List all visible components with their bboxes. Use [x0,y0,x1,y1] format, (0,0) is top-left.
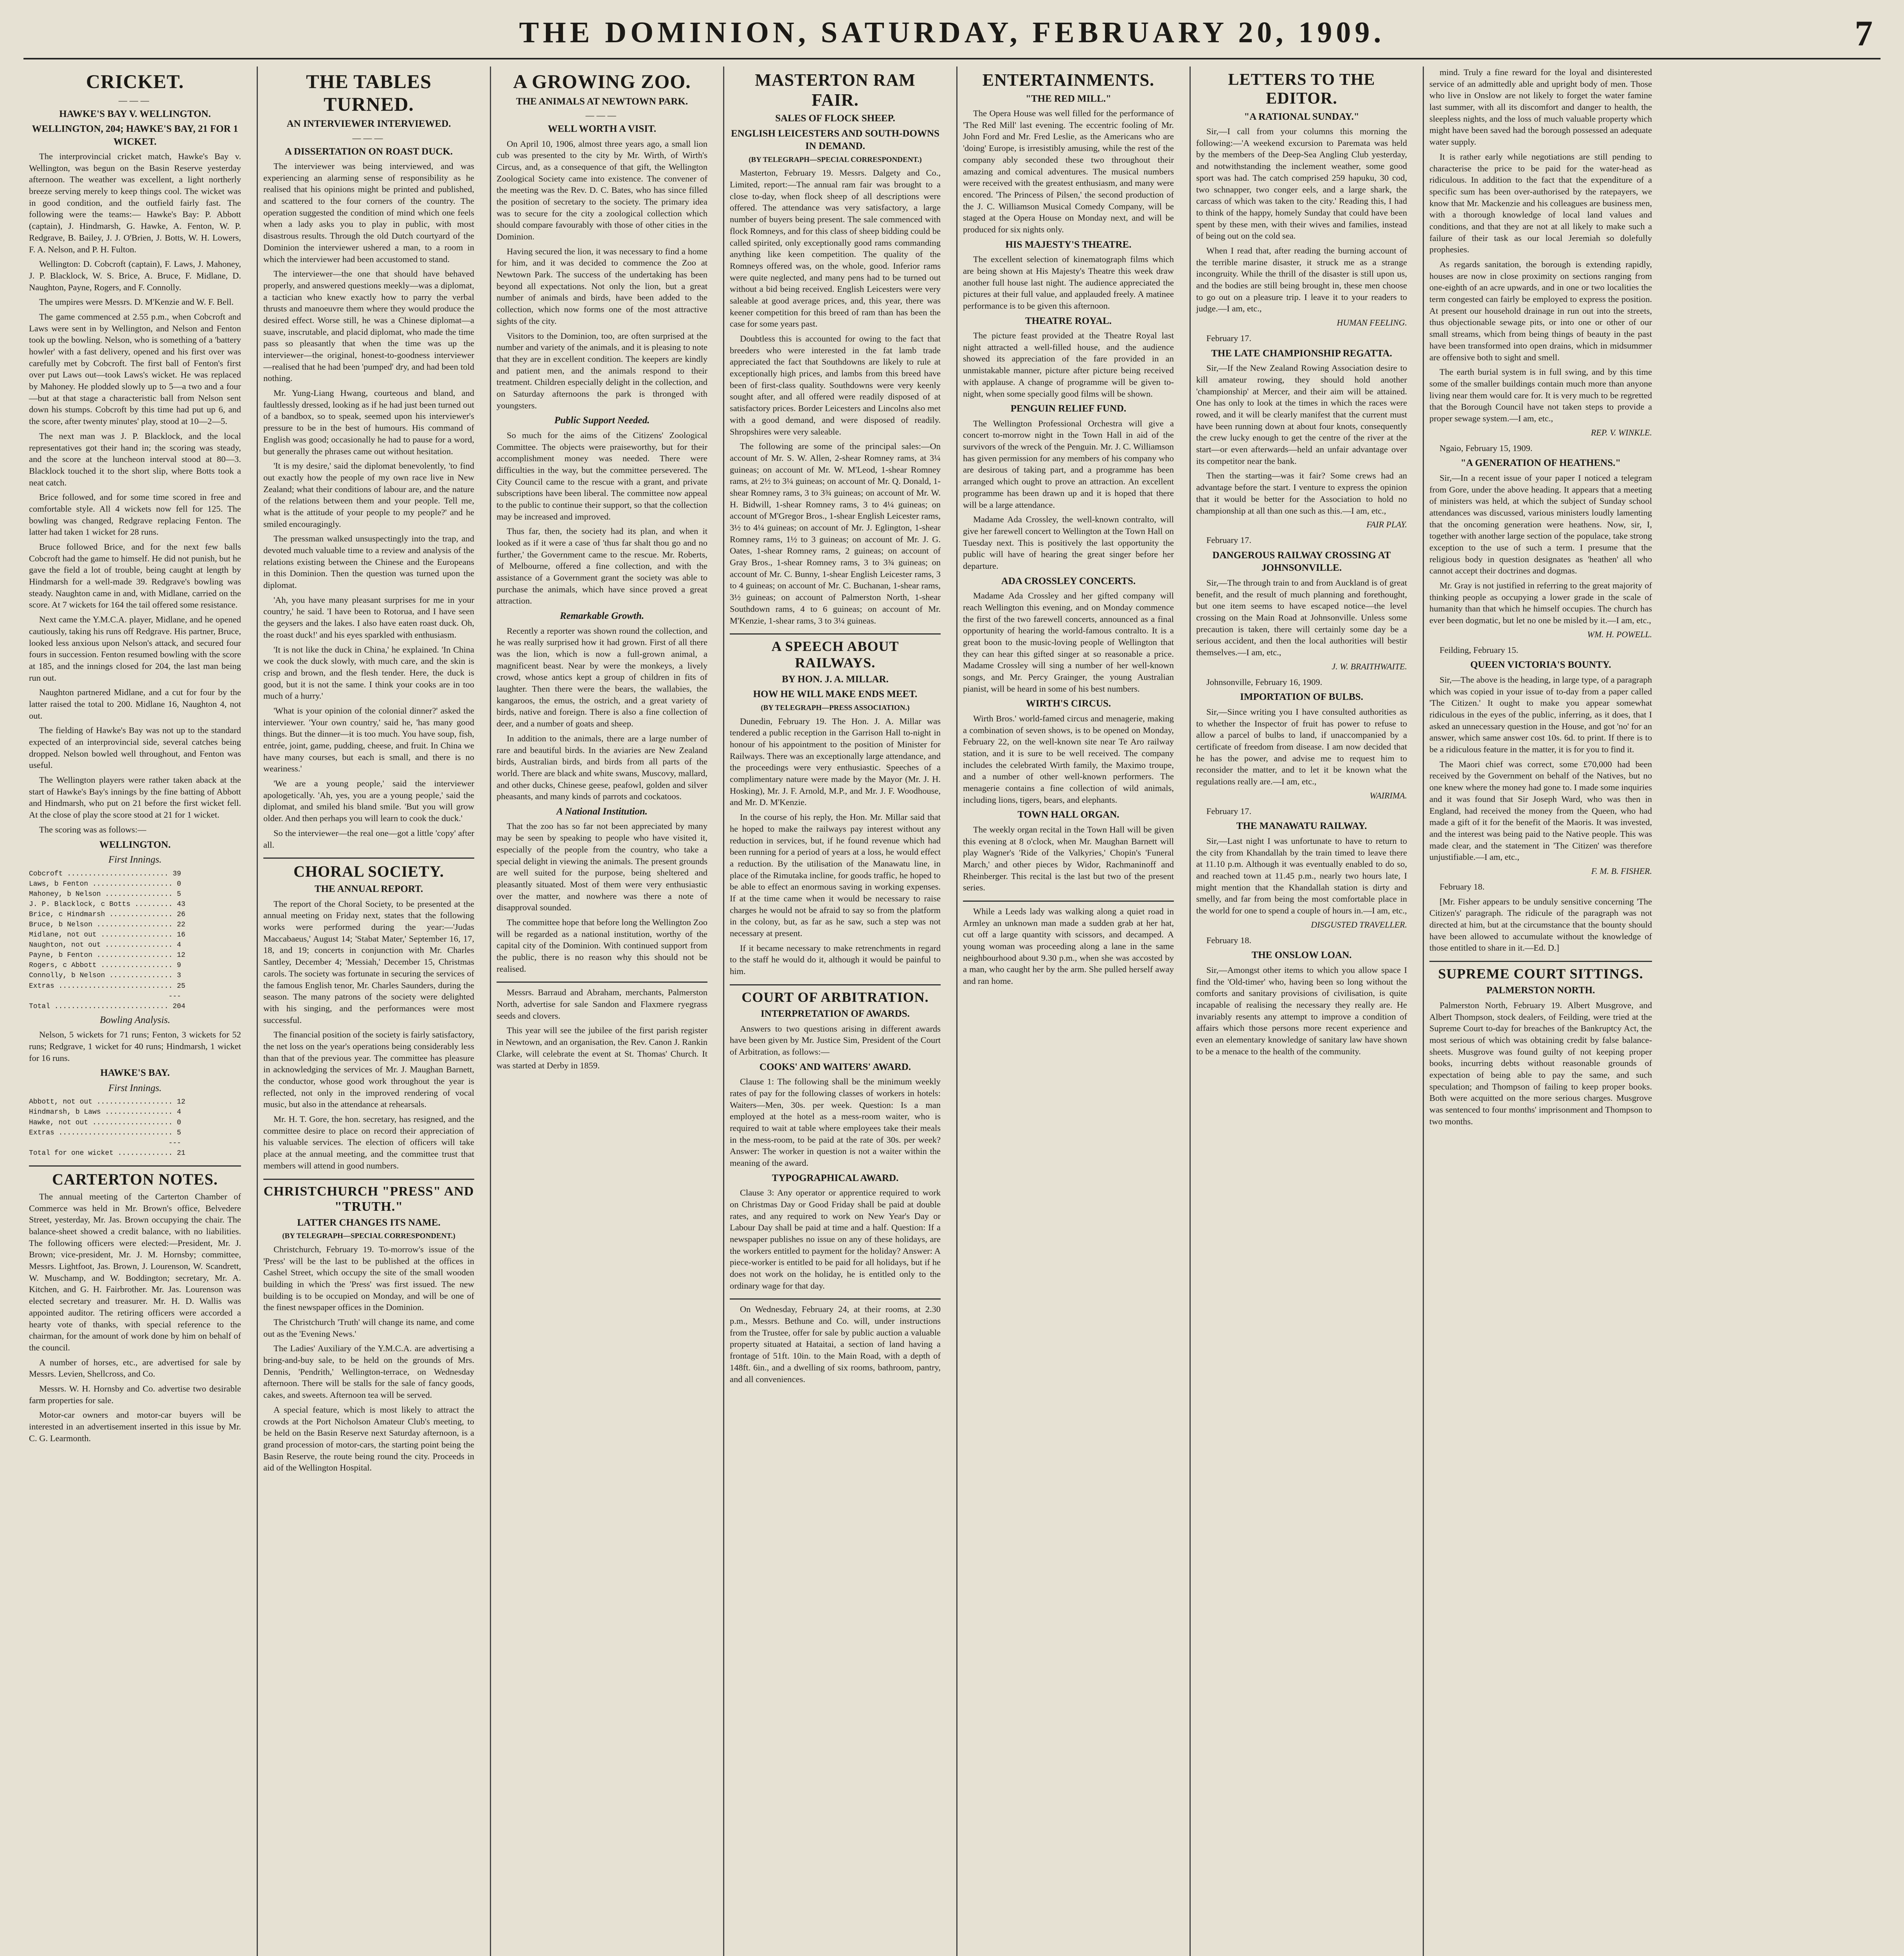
article-paragraph: 'It is my desire,' said the diplomat benevolently, 'to find out exactly how the people of my own race live in New Zealand; what their conditions of labour are, and the nature of the relations between them and your people. Tell me, what is the attitude of your people to my people?' and he smiled encouragingly. [263,461,474,529]
article-subheading: THEATRE ROYAL. [1025,315,1112,326]
letter-signature: J. W. BRAITHWAITE. [1332,661,1407,671]
article-paragraph: Clause 3: Any operator or apprentice required to work on Christmas Day or Good Friday shall be paid at double rates, and any required to work on New Year's Day or Labour Day shall be paid at time and a half. Question: If a newspaper publishes no issue on any of these holidays, are the workers entitled to payment for the holiday? Answer: A piece-worker is entitled to be paid for all holidays, but if he does not work on the holiday, he is entitled only to the ordinary wage for that day. [730,1188,941,1291]
article-paragraph: Clause 1: The following shall be the minimum weekly rates of pay for the following classes of workers in hotels: Waiters—Men, 30s. per week. Question: Is a man employed at the hotel as a mess-room waiter, who is required to wait at table where employees take their meals in the mess-room, to be paid at the rate of 30s. per week? Answer: The worker in question is not a waiter within the meaning of the award. [730,1077,941,1168]
article-paragraph: Madame Ada Crossley and her gifted company will reach Wellington this evening, and on Monday commence the first of the two farewell concerts, announced as a final opportunity of hearing the world-famous contralto. It is a great boon to the music-loving people of Wellington that they can hear this gifted singer at so reasonable a price. Madame Crossley will sing a number of her well-known songs, and Mr. Percy Grainger, the young Australian pianist, will be heard in some of his best numbers. [963,591,1174,694]
article-paragraph: Visitors to the Dominion, too, are often surprised at the number and variety of the animals, and it is pleasing to note that they are in excellent condition. The keepers are kindly and patient men, and the animals respond to their treatment. Children especially delight in the collection, and on Saturday afternoons the park is thronged with youngsters. [497,331,707,410]
article-paragraph: The scoring was as follows:— [39,824,146,834]
section-subheading: Remarkable Growth. [560,611,644,622]
letter-signature: WM. H. POWELL. [1587,629,1652,639]
letter-paragraph: As regards sanitation, the borough is extending rapidly, houses are now in close proximity on sections ranging from one-eighth of an acre upwards, and in one or two localities the term congested can fairly be employed to express the position. At present our household drainage in run out into the streets, thus objectionable sewage pits, or into one or other of our small streams, which from being things of beauty in the past have been transformed into open drains, which in midsummer are offensive both to sight and smell. [1429,259,1652,362]
columns [23,67,1881,1956]
scorecard: Cobcroft ........................ 39 Laws, b Fenton ................... 0 Mahoney, b Nelson ................ 5 J. P. Blacklock, c Botts ......... 43 Brice, c Hindmarsh ............... 26 Bruce, b Nelson .................. 22 Midlane, not out ................. 16 Naughton, not out ................ 4 Payne, b Fenton .................. 12 Rogers, c Abbott ................. 9 Connolly, b Nelson ............... 3 Extras ........................... 25 --- Total ........................... 204 [29,870,185,1010]
article-paragraph: Wellington: D. Cobcroft (captain), F. Laws, J. Mahoney, J. P. Blacklock, W. S. Brice, A. Bruce, F. Midlane, D. Naughton, Payne, Rogers, and F. Connolly. [29,259,241,292]
article-paragraph: The Opera House was well filled for the performance of 'The Red Mill' last evening. The eccentric fooling of Mr. John Ford and Mr. Fred Leslie, as the Americans who are 'doing' Europe, is irresistibly amusing, while the rest of the company ably seconded these two throughout their amazing and comical adventures. The musical numbers were received with the greatest enthusiasm, and many were encored. 'The Princess of Pilsen,' the second production of the J. C. Williamson Musical Comedy Company, will be staged at the Opera House on Monday next, and will be produced for six nights only. [963,108,1174,234]
cricket-heading: CRICKET. [86,70,184,92]
article-paragraph: In addition to the animals, there are a large number of rare and beautiful birds. In the aviaries are New Zealand birds, Australian birds, and birds from all parts of the world. There are black and white swans, Muscovy, mallard, and other ducks, Chinese geese, peafowl, golden and silver pheasants, and many kinds of parrots and cockatoos. [497,733,707,802]
letter-paragraph: mind. Truly a fine reward for the loyal and disinterested service of an admittedly able and upright body of men. Those who live in Onslow are not likely to forget the water famine last summer, with all its discomfort and danger to health, the sleepless nights, and the loss of much valuable property which might have been saved had the borough possessed an adequate water supply. [1429,67,1652,147]
article-subheading: WELL WORTH A VISIT. [547,124,656,134]
divider: ——— [585,110,619,120]
choral-heading: CHORAL SOCIETY. [293,863,444,881]
article-paragraph: Messrs. Barraud and Abraham, merchants, Palmerston North, advertise for sale Sandon and Flaxmere ryegrass seeds and clovers. [497,987,707,1021]
ram-fair-heading: MASTERTON RAM FAIR. [755,70,916,110]
column-rule [730,984,941,985]
divider: ——— [119,95,151,105]
letter-signature: WAIRIMA. [1370,790,1407,800]
article-paragraph: A special feature, which is most likely to attract the crowds at the Port Nicholson Amateur Club's meeting, to be held on the Basin Reserve next Saturday afternoon, is a grand procession of motor-cars, the starting point being the Basin Reserve, the route being round the city. Proceeds in aid of the Wellington Hospital. [263,1404,474,1473]
letter-heading: "A RATIONAL SUNDAY." [1244,111,1359,122]
article-paragraph: Wirth Bros.' world-famed circus and menagerie, making a combination of seven shows, is to be opened on Monday, February 22, on the well-known site near Te Aro railway station, and it is sure to be well received. The company includes the celebrated Wirth family, the Maximo troupe, and a number of other well-known performers. The menagerie contains a fine collection of wild animals, including lions, tigers, bears, and elephants. [963,713,1174,805]
masthead-title: THE DOMINION, SATURDAY, FEBRUARY 20, 1909. [519,16,1385,49]
article-subheading: AN INTERVIEWER INTERVIEWED. [286,119,451,129]
divider: ——— [352,133,385,143]
article-subheading: ENGLISH LEICESTERS AND SOUTH-DOWNS IN DEMAND. [731,128,939,152]
article-paragraph: This year will see the jubilee of the first parish register in Newtown, and an organisation, the Rev. Canon J. Rankin Clarke, will celebrate the event at St. Thomas' Church. It was started at Derby in 1859. [497,1025,707,1070]
column-5 [956,67,1179,1956]
article-paragraph: That the zoo has so far not been appreciated by many may be seen by speaking to people who have visited it, especially of the people from the country, who take a special delight in viewing the animals. The present grounds are well suited for the purpose, being sheltered and pleasantly situated. Most of them were very enthusiastic over the matter, and nowhere was there a note of disapproval sounded. [497,821,707,913]
section-subheading: A National Institution. [556,806,648,817]
carterton-heading: CARTERTON NOTES. [52,1170,218,1188]
article-paragraph: Next came the Y.M.C.A. player, Midlane, and he opened cautiously, taking his runs off Redgrave. His partner, Bruce, looked less anxious upon Nelson's attack, and secured four fours in succession. Fenton resumed bowling with the score at 185, and the innings closed for 204, the last man being run out. [29,615,241,683]
article-paragraph: Dunedin, February 19. The Hon. J. A. Millar was tendered a public reception in the Garrison Hall to-night in honour of his appointment to the position of Minister for Railways. There was an exceptionally large attendance, and the proceedings were very enthusiastic. Speeches of a complimentary nature were made by the Mayor (Mr. J. H. Hosking), Mr. J. F. Arnold, M.P., and Mr. J. F. Woodhouse, and Mr. D. M'Kenzie. [730,716,941,807]
column-rule [730,633,941,635]
article-paragraph: The following are some of the principal sales:—On account of Mr. S. W. Allen, 2-shear Romney rams, at 3¼ guineas; on account of Mr. W. M'Leod, 1-shear Romney rams, at 2½ to 3¼ guineas; on account of Mr. Q. Donald, 1-shear Romney rams, 3 to 3¾ guineas; on account of Mr. W. H. Bidwill, 1-shear Romney rams, 3 to 4¼ guineas; on account of M'Gregor Bros., 1-shear English Leicester rams, 3½ to 4¼ guineas; on account of Mr. J. Eglington, 1-shear Romney rams, 1½ to 3 guineas; on account of Mr. J. G. Oates, 1-shear Romney rams, 2 guineas; on account of Gray Bros., 1-shear Romney rams, 3 to 3¾ guineas; on account of Mr. C. Bunny, 1-shear English Leicester rams, 3 to 4 guineas; on account of Mr. C. Buchanan, 1-shear rams, 3½ guineas; on account of Palmerston North, 1-shear Southdown rams, 4 to 6 guineas; on account of Mr. M'Kenzie, 1-shear rams, 3 to 3¼ guineas. [730,441,941,626]
article-paragraph: Mr. Yung-Liang Hwang, courteous and bland, and faultlessly dressed, looking as if he had just been turned out of a bandbox, so to speak, seemed upon his interviewer's pressure to be in the best of humours. His command of English was good; occasionally he had to pause for a word, but generally the phrases came out without hesitation. [263,388,474,456]
innings-heading: First Innings. [108,1082,162,1093]
article-subheading: COOKS' AND WAITERS' AWARD. [759,1061,911,1072]
scorecard: Abbott, not out .................. 12 Hindmarsh, b Laws ................ 4 Hawke, not out ................... 0 Extras ........................... 5 --- Total for one wicket ............. 21 [29,1098,185,1157]
article-subheading: PENGUIN RELIEF FUND. [1010,403,1127,414]
article-paragraph: 'We are a young people,' said the interviewer apologetically. 'Ah, yes, you are a young people,' said the diplomat, and smiled his bland smile. 'But you will grow older. And then perhaps you will learn to cook the duck.' [263,778,474,823]
column-rule [263,858,474,859]
article-subheading: SALES OF FLOCK SHEEP. [775,113,895,124]
letter-signature: F. M. B. FISHER. [1591,866,1652,876]
article-paragraph: 'It is not like the duck in China,' he explained. 'In China we cook the duck slowly, with much care, and the skin is crisp and brown, and the flesh tender. Here, the duck is good, but it is not the same. I think your cooks are in too much of a hurry.' [263,644,474,701]
article-paragraph: So the interviewer—the real one—got a little 'copy' after all. [263,828,474,850]
article-paragraph: The fielding of Hawke's Bay was not up to the standard expected of an interprovincial side, several catches being dropped. Nelson bowled well throughout, and Fenton was useful. [29,725,241,770]
letter-heading: THE MANAWATU RAILWAY. [1236,821,1367,832]
letter-date: February 17. [1206,535,1251,545]
letter-date: February 18. [1440,881,1485,892]
article-paragraph: The picture feast provided at the Theatre Royal last night attracted a well-filled house, and the audience showed its appreciation of the fare provided in an unmistakable manner, picture after picture being received with applause. A change of programme will be given to-night, when some specially good films will be shown. [963,331,1174,399]
column-rule [263,1179,474,1180]
article-paragraph: The financial position of the society is fairly satisfactory, the net loss on the year's operations being considerably less than that of the previous year. The committee has pleasure in acknowledging the services of Mr. J. Maughan Barnett, the conductor, whose good work throughout the year is reflected, not only in the improved rendering of vocal music, but also in the attendance at rehearsals. [263,1030,474,1109]
article-paragraph: On Wednesday, February 24, at their rooms, at 2.30 p.m., Messrs. Bethune and Co. will, under instructions from the Trustee, offer for sale by public auction a valuable property situated at Hataitai, a section of land having a frontage of 51ft. 10in. to the Main Road, with a depth of 148ft. 6in., and a dwelling of six rooms, bathroom, pantry, and all conveniences. [730,1304,941,1384]
article-subheading: THE ANNUAL REPORT. [314,884,423,895]
letter-paragraph: Mr. Gray is not justified in referring to the great majority of thinking people as occupying a lower grade in the scale of humanity than that which he himself occupies. The church has ever been dogmatic, but let no one be misled by it.—I am, etc., [1429,581,1652,626]
article-subheading: TYPOGRAPHICAL AWARD. [772,1172,899,1183]
letter-paragraph: When I read that, after reading the burning account of the terrible marine disaster, it struck me as a strange incongruity. While the thrill of the disaster is still upon us, and the bodies are still being brought in, these men choose to go out on a pleasure trip. I leave it to your readers to judge.—I am, etc., [1196,245,1407,314]
article-paragraph: The Wellington players were rather taken aback at the start of Hawke's Bay's innings by the fine batting of Abbott and Hindmarsh, who put on 21 before the first wicket fell. At the close of play the score stood at 21 for 1 wicket. [29,775,241,820]
article-paragraph: In the course of his reply, the Hon. Mr. Millar said that he hoped to make the railways pay interest without any reduction in services, but, if he found revenue which had been running for a period of years at a loss, he would effect a reduction. By the utilisation of the Manawatu line, in place of the Rimutaka incline, for goods traffic, he hoped to be able to effect an enormous saving in working expenses. If at the time came when it would be necessary to raise charges he would not be afraid to say so from the platform in the colony, but, as far as he saw, such a step was not necessary at present. [730,812,941,938]
article-paragraph: The interviewer was being interviewed, and was experiencing an alarming sense of responsibility as he realised that his opinions might be printed and published, and scattered to the four corners of the country. The operation suggested the condition of mind which one feels when a lady asks you to play in public, with most disastrous results. Through the old Dutch courtyard of the Dominion the interviewer ushered a man, to a room in which the interviewer had been accustomed to stand. [263,161,474,264]
article-paragraph: Brice followed, and for some time scored in free and comfortable style. All 4 wickets now fell for 125. The bowling was changed, Redgrave replacing Fenton. The latter had taken 1 wicket for 28 runs. [29,492,241,537]
team-heading: WELLINGTON. [99,839,171,850]
article-paragraph: The committee hope that before long the Wellington Zoo will be regarded as a national institution, worthy of the capital city of the Dominion. With continued support from the public, there is no reason why this should not be realised. [497,917,707,974]
article-paragraph: Palmerston North, February 19. Albert Musgrove, and Albert Thompson, stock dealers, of Feilding, were tried at the Supreme Court to-day for breaches of the Bankruptcy Act, the most serious of which was obtaining credit by false balance-sheets. Musgrove was found guilty of not keeping proper books, incurring debts without reasonable grounds of expectation of being able to pay the same, and such speculation; and Thompson of failing to keep proper books. Both were acquitted on the more serious charges. Musgrove was sentenced to four months' imprisonment and Thompson to two months. [1429,1000,1652,1126]
cricket-subheading: HAWKE'S BAY V. WELLINGTON. [59,108,211,119]
letter-signature: HUMAN FEELING. [1337,318,1407,328]
article-subheading: TOWN HALL ORGAN. [1017,809,1119,820]
letter-paragraph: The earth burial system is in full swing, and by this time some of the smaller buildings contain much more than anyone living near them would care for. It is very much to be regretted that the Borough Council have not taken steps to provide a proper sewage system.—I am, etc., [1429,367,1652,423]
column-7 [1423,67,1657,1956]
page-number: 7 [1855,13,1873,53]
article-paragraph: Christchurch, February 19. To-morrow's issue of the 'Press' will be the last to be published at the offices in Cashel Street, which occupy the site of the small wooden building in which the 'Press' was first issued. The new building is to be occupied on Monday, and will be one of the finest newspaper offices in the Dominion. [263,1244,474,1312]
article-paragraph: Madame Ada Crossley, the well-known contralto, will give her farewell concert to Wellington at the Town Hall on Tuesday next. This is positively the last opportunity the public will have of hearing the great singer before her departure. [963,514,1174,571]
column-6 [1190,67,1413,1956]
letter-paragraph: Sir,—Amongst other items to which you allow space I find the 'Old-timer' who, having been so long without the comforts and sanitary provisions of civilisation, is quite incapable of realising the necessary they really are. He invariably resents any attempt to improve a condition of affairs which those persons more recent experience and even an elementary knowledge of sanitary law have shown to be a menace to the health of the community. [1196,965,1407,1056]
article-paragraph: Having secured the lion, it was necessary to find a home for him, and it was decided to commence the Zoo at Newtown Park. The success of the undertaking has been beyond all expectations. Not only the lion, but a great number of animals and birds, have been added to the collection, which now forms one of the most attractive sights of the city. [497,246,707,326]
letters-heading: LETTERS TO THE EDITOR. [1228,71,1375,108]
innings-heading: First Innings. [108,854,162,865]
article-subheading: ADA CROSSLEY CONCERTS. [1001,575,1136,586]
column-3 [490,67,713,1956]
article-paragraph: The Ladies' Auxiliary of the Y.M.C.A. are advertising a bring-and-buy sale, to be held on the grounds of Mrs. Dennis, 'Pendrith,' Wellington-terrace, on Wednesday afternoon. There will be stalls for the sale of fancy goods, cakes, and sweets. Afternoon tea will be served. [263,1343,474,1400]
column-rule [963,901,1174,902]
article-paragraph: The umpires were Messrs. D. M'Kenzie and W. F. Bell. [39,297,234,307]
supreme-court-heading: SUPREME COURT SITTINGS. [1438,966,1643,982]
article-paragraph: 'Ah, you have many pleasant surprises for me in your country,' he said. 'I have been to Rotorua, and I have seen the geysers and the lakes. I also have eaten roast duck. Oh, the roast duck!' and his eyes sparkled with enthusiasm. [263,595,474,640]
railways-speech-heading: A SPEECH ABOUT RAILWAYS. [771,638,899,671]
letter-heading: IMPORTATION OF BULBS. [1240,692,1363,703]
letter-paragraph: Sir,—Last night I was unfortunate to have to return to the city from Khandallah by the train timed to leave there at 11.10 p.m. Although it was eventually enabled to do so, and reached town at 11.45 p.m., nearly two hours late, I might mention that the Khandallah station is dirty and smelly, and far from being the most comfortable place in the world for one to spend a couple of hours in.—I am, etc., [1196,836,1407,916]
letter-date: Feilding, February 15. [1440,645,1519,655]
article-subheading: HIS MAJESTY'S THEATRE. [1005,239,1132,250]
article-paragraph: The report of the Choral Society, to be presented at the annual meeting on Friday next, states that the following works were performed during the year:—'Judas Maccabaeus,' August 14; 'Stabat Mater,' September 16, 17, 18, and 19; concerts in conjunction with Mr. Charles Santley, December 4; 'Messiah,' December 15, Christmas carols. The society was fortunate in securing the services of the famous English tenor, Mr. Charles Saunders, during the season. The many patrons of the society were delighted with his singing, and the performances were most successful. [263,899,474,1025]
article-paragraph: The Wellington Professional Orchestra will give a concert to-morrow night in the Town Hall in aid of the survivors of the wreck of the Penguin. Mr. J. C. Williamson has given permission for any members of his company who are desirous of taking part, and a programme has been arranged which ought to prove an attraction. An excellent programme has been drawn up and it is hoped that there will be a large attendance. [963,418,1174,510]
article-paragraph: On April 10, 1906, almost three years ago, a small lion cub was presented to the city by Mr. Wirth, of Wirth's Circus, and, as a consequence of that gift, the Wellington Zoological Society came into existence. The convener of the meeting was the Rev. D. C. Bates, who has since filled the position of secretary to the society. The primary idea was to secure for the city a zoological collection which should compare favourably with those of other cities in the Dominion. [497,138,707,241]
article-paragraph: Answers to two questions arising in different awards have been given by Mr. Justice Sim, President of the Court of Arbitration, as follows:— [730,1023,941,1057]
article-paragraph: Mr. H. T. Gore, the hon. secretary, has resigned, and the committee desire to place on record their appreciation of his valuable services. The election of officers will take place at the annual meeting, and the committee trust that members will attend in good numbers. [263,1114,474,1170]
article-subheading: HOW HE WILL MAKE ENDS MEET. [753,689,918,700]
article-paragraph: Thus far, then, the society had its plan, and when it looked as if it were a case of 'thus far shalt thou go and no further,' the Government came to the rescue. Mr. Roberts, of Melbourne, offered a fine collection, and with the assistance of a Government grant the society was able to purchase the animals, which have since proved a great attraction. [497,526,707,606]
letter-heading: DANGEROUS RAILWAY CROSSING AT JOHNSONVILLE. [1212,550,1391,573]
article-subheading: A DISSERTATION ON ROAST DUCK. [284,146,453,157]
article-paragraph: The next man was J. P. Blacklock, and the local representatives got their hand in; the scoring was steady, and the score at the luncheon interval stood at 80—3. Blacklock touched it to the short slip, where Botts took a neat catch. [29,431,241,487]
arbitration-heading: COURT OF ARBITRATION. [741,989,929,1005]
letter-paragraph: Sir,—In a recent issue of your paper I noticed a telegram from Gore, under the above heading. It appears that a meeting of ministers was held, at which the subject of Sunday school attendances was discussed, various ministers loudly lamenting that the oncoming generation were heathens. Now, sir, I, together with another large section of the populace, take strong exception to the use of such a term. I presume that the religious body in question designates as 'heathen' all who cannot accept their doctrines and dogmas. [1429,473,1652,576]
column-4 [723,67,946,1956]
article-paragraph: Nelson, 5 wickets for 71 runs; Fenton, 3 wickets for 52 runs; Redgrave, 1 wicket for 40 runs; Hindmarsh, 1 wicket for 16 runs. [29,1030,241,1063]
column-rule [730,1298,941,1300]
article-paragraph: 'What is your opinion of the colonial dinner?' asked the interviewer. 'Your own country,' said he, 'has many good things. But the dinner—it is too much. You have soup, fish, entrée, joint, game, pudding, cheese, and fruit. In China we have many courses, but each is small, and there is no weariness.' [263,705,474,774]
article-subheading: LATTER CHANGES ITS NAME. [297,1217,441,1228]
article-subheading: BY HON. J. A. MILLAR. [782,674,889,685]
byline: (BY TELEGRAPH—SPECIAL CORRESPONDENT.) [282,1232,455,1240]
article-paragraph: The pressman walked unsuspectingly into the trap, and devoted much valuable time to a review and analysis of the relations existing between the Chinese and the Europeans in this Dominion. Then the question was turned upon the diplomat. [263,534,474,590]
article-paragraph: So much for the aims of the Citizens' Zoological Committee. The objects were praiseworthy, but for their accomplishment money was needed. There were difficulties in the way, but the committee persevered. The City Council came to the rescue with a grant, and private subscriptions have been liberal. The committee now appeal to the public to continue their support, so that the collection may be increased and improved. [497,430,707,521]
letter-paragraph: Then the starting—was it fair? Some crews had an advantage before the start. I venture to express the opinion that it would be better for the Association to hold no championship at all than one such as this.—I am, etc., [1196,471,1407,516]
masthead [23,7,1881,59]
article-paragraph: The game commenced at 2.55 p.m., when Cobcroft and Laws were sent in by Wellington, and Nelson and Fenton took up the bowling. Nelson, who is something of a 'battery howler' with a fast delivery, opened and his first over was carefully met by Cobcroft. The first ball of Fenton's first over put Laws out—took Laws's wicket. He was replaced by Mahoney. He plodded slowly up to 5—a two and a four—but at that stage a characteristic ball from Nelson sent down his stumps. Cobcroft by this time had put up 6, and the score, after twenty minutes' play, stood at 10—2—5. [29,311,241,426]
article-paragraph: While a Leeds lady was walking along a quiet road in Armley an unknown man made a sudden grab at her hat, cut off a large quantity with scissors, and decamped. A young woman was proceeding along a lane in the same neighbourhood about 9.30 p.m., when she was accosted by a man, who caught her by the arm. She pulled herself away and ran home. [963,906,1174,986]
column-1 [23,67,247,1956]
letter-date: February 17. [1206,806,1251,816]
article-paragraph: The interviewer—the one that should have behaved properly, and answered questions meekly—was a diplomat, a tactician who knew exactly how to parry the verbal thrusts and manoeuvre them where they would produce the desired effect. Worse still, he was a Chinese diplomat—a suave, inscrutable, and placid diplomat, who made the time pass so pleasantly that when the time was up the interviewer—the original, honest-to-goodness interviewer—realised that he had been 'pumped' dry, and had been told nothing. [263,269,474,383]
article-paragraph: Naughton partnered Midlane, and a cut for four by the latter raised the total to 200. Midlane 16, Naughton 4, not out. [29,687,241,721]
letter-heading: "A GENERATION OF HEATHENS." [1460,458,1621,469]
article-paragraph: The Christchurch 'Truth' will change its name, and come out as the 'Evening News.' [263,1317,474,1339]
cricket-result: WELLINGTON, 204; HAWKE'S BAY, 21 FOR 1 WICKET. [32,124,238,147]
article-paragraph: Doubtless this is accounted for owing to the fact that breeders who were interested in the fat lamb trade appreciated the fact that Southdowns are likely to rule at exceptionally high prices, and lambs from this breed have been of first-class quality. Southdowns were very keenly sought after, and all offered were readily disposed of at satisfactory prices. Border Leicesters and Lincolns also met with a good demand, and were disposed of readily. Shropshires were very saleable. [730,334,941,437]
letter-paragraph: It is rather early while negotiations are still pending to characterise the price to be paid for the water-head as ridiculous. In addition to the fact that the expenditure of a specific sum has been over-authorised by the ratepayers, we know that Mr. Mackenzie and his colleagues are business men, with a thorough knowledge of local land values and conditions, and that they are not at all likely to make such a failure of their task as our local Jeremiah so dolefully prophesies. [1429,151,1652,255]
letter-paragraph: Sir,—The through train to and from Auckland is of great benefit, and the result of much planning and forethought, but one item seems to have escaped notice—the level crossing on the Main Road at Johnsonville. Unless some precaution is taken, there will certainly some day be a serious accident, and then the local authorities will bestir themselves.—I am, etc., [1196,577,1407,658]
article-subheading: WIRTH'S CIRCUS. [1026,698,1111,709]
letter-paragraph: Sir,—Since writing you I have consulted authorities as to whether the Inspector of fruit has power to refuse to allow a parcel of bulbs to land, if unaccompanied by a certificate of freedom from disease. I am now decided that he has the power, and advise me to request him to reconsider the matter, and to let it be known what the regulations really are.—I am, etc., [1196,707,1407,787]
bowling-heading: Bowling Analysis. [99,1014,171,1025]
letter-heading: QUEEN VICTORIA'S BOUNTY. [1470,660,1611,671]
article-paragraph: A number of horses, etc., are advertised for sale by Messrs. Levien, Shellcross, and Co. [29,1357,241,1379]
article-paragraph: The weekly organ recital in the Town Hall will be given this evening at 8 o'clock, when Mr. Maughan Barnett will play Wagner's 'Ride of the Valkyries,' Chopin's 'Funeral March,' and other pieces by Widor, Rachmaninoff and Rheinberger. This recital is the last but two of the present series. [963,824,1174,893]
letter-date: Johnsonville, February 16, 1909. [1206,677,1323,687]
letter-paragraph: Sir,—I call from your columns this morning the following:—'A weekend excursion to Paremata was held by the members of the Deep-Sea Angling Club yesterday, and notwithstanding the inclement weather, some good sport was had. The catch comprised 259 hapuku, 30 cod, two schnapper, two conger eels, and a large shark, the carcass of which was taken to the city.' Reading this, I had to think of the happy, homely Sunday that could have been spent by these men, with their wives and families, instead of being out on the cold sea. [1196,126,1407,241]
article-paragraph: Motor-car owners and motor-car buyers will be interested in an advertisement inserted in this issue by Mr. C. G. Learmonth. [29,1410,241,1443]
article-subheading: THE ANIMALS AT NEWTOWN PARK. [516,96,688,107]
letter-paragraph: Sir,—The above is the heading, in large type, of a paragraph which was copied in your issue of to-day from a paper called 'The Citizen.' It ought to make you appear somewhat ridiculous in the eyes of the public, inferring, as it does, that I asked an unnecessary question in the House, and got 'no' for an answer, which same answer cost 10s. 6d. to print. If there is to be a ridiculous feature in the matter, it is for you to find it. [1429,674,1652,755]
article-paragraph: Recently a reporter was shown round the collection, and he was really surprised how it had grown. First of all there was the lion, which is now a full-grown animal, a magnificent beast. Near by were the monkeys, a lively crowd, whose antics kept a group of children in fits of laughter. Then there were the bears, the wallabies, the kangaroos, the emus, the ostrich, and a great variety of birds, native and foreign. There is also a fine collection of deer, and a number of goats and sheep. [497,626,707,729]
article-paragraph: Bruce followed Brice, and for the next few balls Cobcroft had the game to himself. He did not punish, but he gave the field a lot of trouble, being caught at length by Hindmarsh for a well-made 39. Redgrave's bowling was steady. Naughton came in and, with Midlane, carried on the score. At 7 wickets for 164 the tail offered some resistance. [29,542,241,610]
letter-signature: FAIR PLAY. [1366,520,1407,530]
letter-paragraph: Sir,—If the New Zealand Rowing Association desire to kill amateur rowing, they should hold another 'championship' at Mercer, and their aim will be attained. One has only to look at the times in which the races were rowed, and it will be clearly manifest that the current must have been running down at about four knots, consequently the crew lucky enough to get the centre of the river at the start—or even afterwards—held an unfair advantage over its competitor near the bank. [1196,363,1407,466]
entertainments-heading: ENTERTAINMENTS. [982,70,1155,90]
article-paragraph: The annual meeting of the Carterton Chamber of Commerce was held in Mr. Brown's office, Belvedere Street, yesterday, Mr. Jas. Brown occupying the chair. The balance-sheet showed a credit balance, with no liabilities. The following officers were elected:—President, Mr. J. Brown; vice-president, Mr. J. M. Hornsby; committee, Messrs. Lightfoot, Jas. Brown, J. Lourenson, W. Scandrett, W. Muschamp, and W. Boddington; secretary, Mr. A. Kitchen, and G. H. Fairbrother. Mr. Jas. Lourenson was elected secretary and treasurer. Mr. H. D. Wallis was appointed auditor. The retiring officers were accorded a hearty vote of thanks, with special reference to the chairman, for the amount of work done by him on behalf of the council. [29,1191,241,1352]
article-paragraph: The excellent selection of kinematograph films which are being shown at His Majesty's Theatre this week draw another full house last night. The audience appreciated the pictures at their full value, and applauded freely. A matinee performance is to be given this afternoon. [963,254,1174,311]
section-subheading: Public Support Needed. [554,415,650,426]
article-paragraph: Masterton, February 19. Messrs. Dalgety and Co., Limited, report:—The annual ram fair was brought to a close to-day, when flock sheep of all descriptions were offered. The attendance was very satisfactory, a large number of buyers being present. The sale commenced with flock Romneys, and for this class of sheep bidding could be called spirited, only exceptionally good rams commanding anything like keen competition. The quality of the Romneys offered was, on the whole, good. Inferior rams were quite neglected, and many pens had to be turned out without a bid being received. English Leicesters were very saleable at good average prices, and, this year, there was keener competition for this breed of ram than has been the case for some years past. [730,168,941,329]
article-paragraph: If it became necessary to make retrenchments in regard to the staff he would do it, although it would be painful to him. [730,943,941,976]
column-rule [497,982,707,983]
column-rule [1429,961,1652,962]
letter-heading: THE LATE CHAMPIONSHIP REGATTA. [1211,348,1392,359]
letter-paragraph: The Maori chief was correct, some £70,000 had been received by the Government on behalf of the Natives, but no one knew where the money had gone to. I made some inquiries and it was found that Sir Joseph Ward, who was then in England, had received the money from the Queen, who had made a gift of it for the benefit of the Maoris. It was invested, and the interest was being paid to the Native people. This was made clear, and the statement in 'The Citizen' was therefore unjustifiable.—I am, etc., [1429,759,1652,862]
letter-date: February 17. [1206,333,1251,343]
growing-zoo-heading: A GROWING ZOO. [513,70,691,92]
press-truth-heading: CHRISTCHURCH "PRESS" AND "TRUTH." [263,1184,474,1214]
tables-turned-heading: THE TABLES TURNED. [306,70,432,115]
byline: (BY TELEGRAPH—SPECIAL CORRESPONDENT.) [749,155,922,164]
byline: (BY TELEGRAPH—PRESS ASSOCIATION.) [761,703,910,712]
column-rule [29,1165,241,1167]
article-subheading: PALMERSTON NORTH. [1486,985,1595,996]
letter-signature: DISGUSTED TRAVELLER. [1311,919,1407,929]
article-subheading: INTERPRETATION OF AWARDS. [761,1009,910,1019]
article-subheading: "THE RED MILL." [1026,93,1111,104]
editor-note: [Mr. Fisher appears to be unduly sensitive concerning 'The Citizen's' paragraph. The ridicule of the paragraph was not directed at him, but at the circumstance that the bounty should have been allowed to accumulate without the knowledge of those entitled to share in it.—Ed. D.] [1429,896,1652,953]
letter-date: Ngaio, February 15, 1909. [1440,443,1533,453]
column-2 [257,67,480,1956]
article-paragraph: The interprovincial cricket match, Hawke's Bay v. Wellington, was begun on the Basin Reserve yesterday afternoon. The weather was excellent, a light northerly breeze serving merely to keep things cool. The wicket was in good condition, and the outfield fairly fast. The following were the teams:— Hawke's Bay: P. Abbott (captain), J. Hindmarsh, G. Hawke, A. Fenton, W. P. Redgrave, B. Bailey, J. J. O'Brien, J. Botts, W. H. Lowers, F. A. Nelson, and P. H. Fulton. [29,151,241,254]
letter-date: February 18. [1206,935,1251,945]
letter-heading: THE ONSLOW LOAN. [1251,950,1352,961]
letter-signature: REP. V. WINKLE. [1591,427,1652,437]
article-paragraph: Messrs. W. H. Hornsby and Co. advertise two desirable farm properties for sale. [29,1383,241,1405]
team-heading: HAWKE'S BAY. [100,1068,170,1079]
